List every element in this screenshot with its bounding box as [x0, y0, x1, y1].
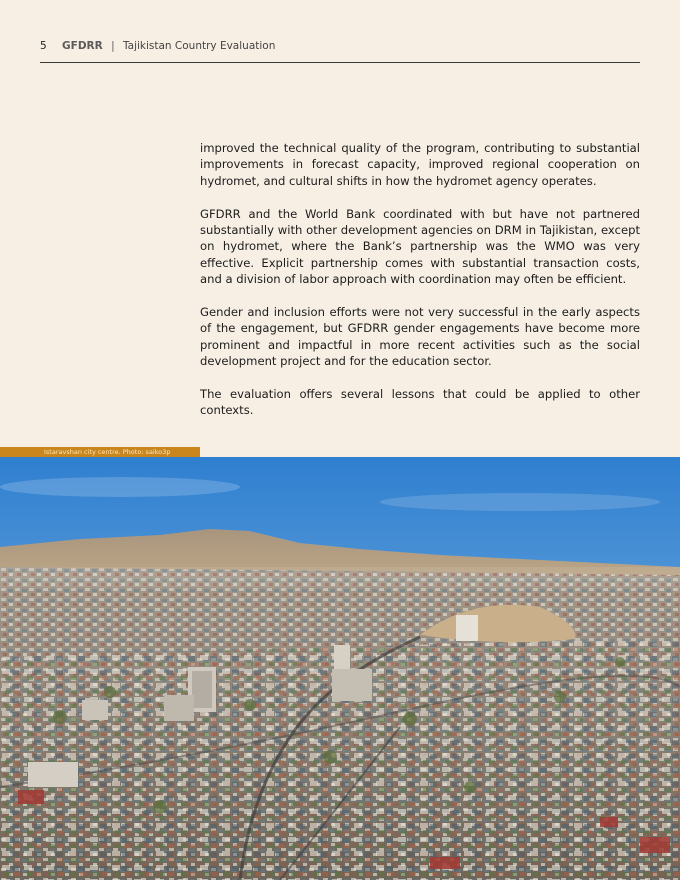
city-photo-illustration — [0, 457, 680, 880]
city-aerial-photo — [0, 457, 680, 880]
paragraph: improved the technical quality of the program, contributing to substantial improvements in forecast capacity, improved regional cooperation on hydromet, and cultural shifts in how the hydromet agency operates. — [200, 141, 640, 188]
header-title: Tajikistan Country Evaluation — [122, 40, 276, 52]
photo-caption: Istaravshan city centre. Photo: saiko3p — [0, 447, 200, 458]
header-separator: | — [111, 40, 115, 52]
paragraph: Gender and inclusion efforts were not very successful in the early aspects of the engagement, but GFDRR gender engagements have become more prominent and impactful in more recent activities such as the social development project and for the education sector. — [200, 305, 640, 369]
paragraph: GFDRR and the World Bank coordinated with but have not partnered substantially with other development agencies on DRM in Tajikistan, except on hydromet, where the Bank’s partnership was the WMO was very effective. Explicit partnership comes with substantial transaction costs, and a division of labor approach with coordination may often be efficient. — [200, 206, 640, 287]
paragraph: The evaluation offers several lessons that could be applied to other contexts. — [200, 387, 640, 418]
page-header — [40, 38, 640, 63]
header-org: GFDRR — [62, 40, 103, 52]
body-text — [200, 140, 640, 435]
page-number: 5 — [40, 40, 47, 52]
